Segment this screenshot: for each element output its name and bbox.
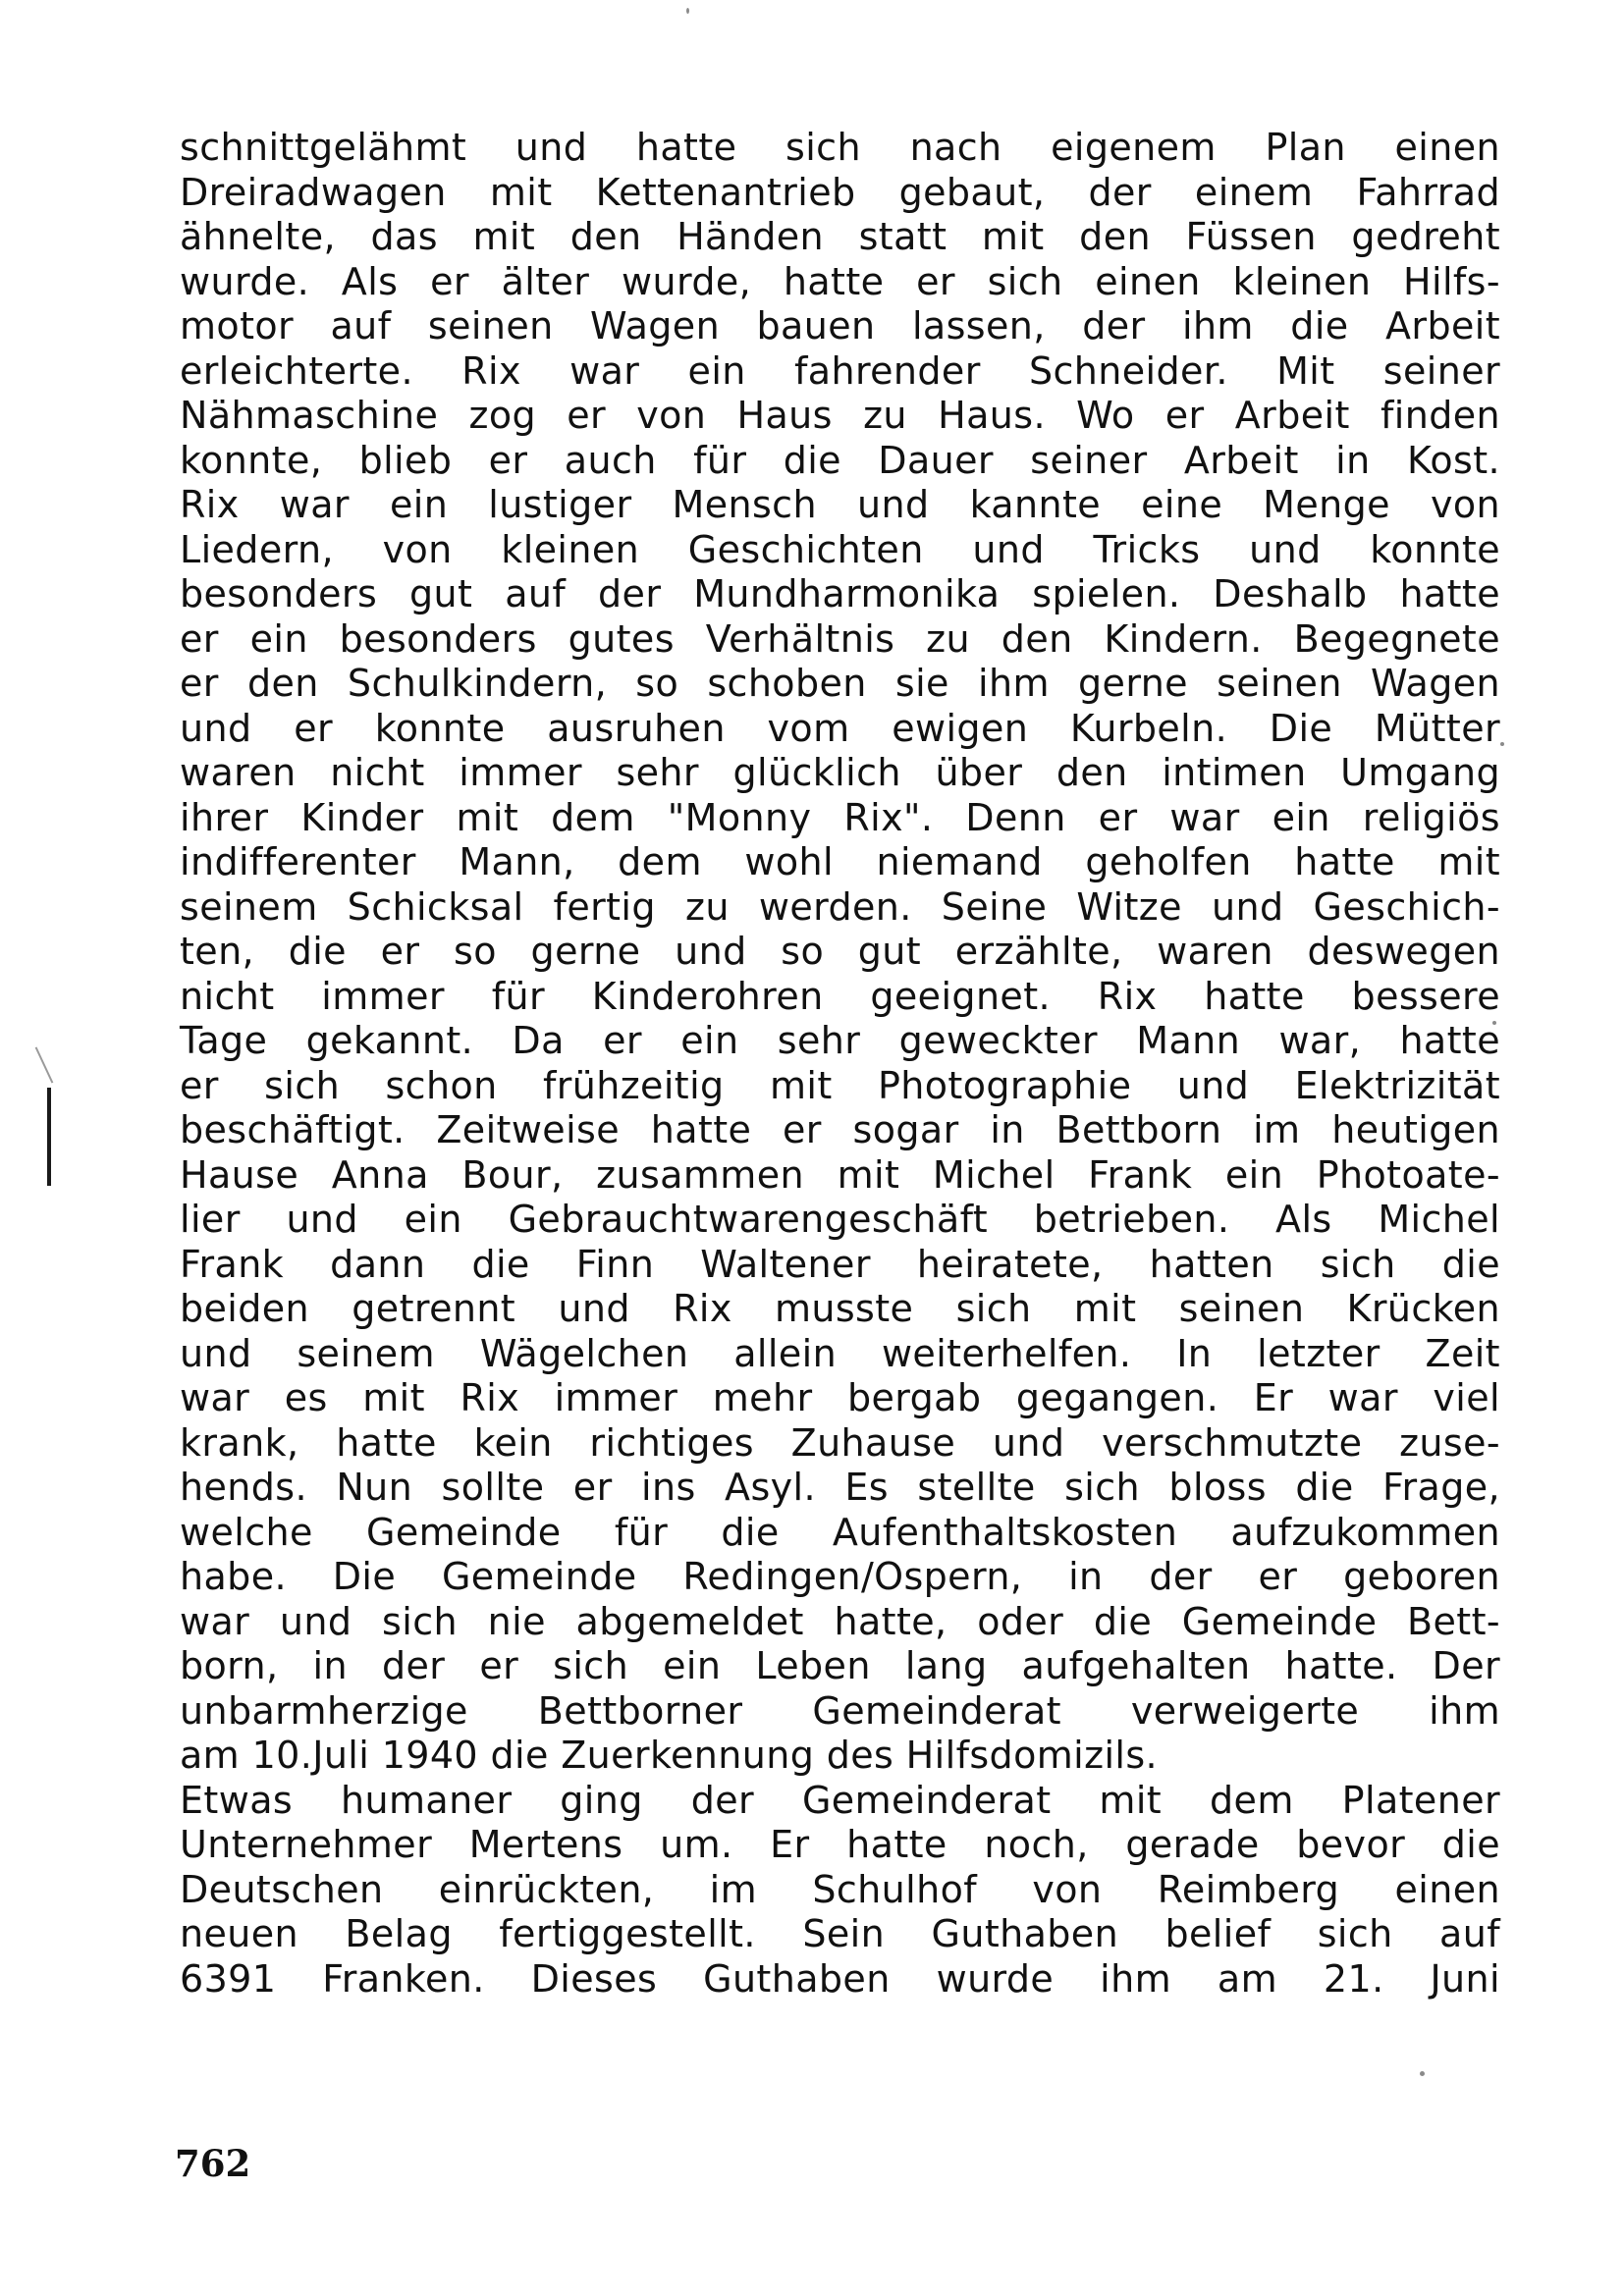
text-line: Liedern, von kleinen Geschichten und Tricks und konnte — [180, 527, 1500, 571]
text-line: unbarmherzige Bettborner Gemeinderat verweigerte ihm — [180, 1688, 1500, 1733]
text-line: indifferenter Mann, dem wohl niemand geholfen hatte mit — [180, 840, 1500, 883]
text-line: schnittgelähmt und hatte sich nach eigenem Plan einen — [180, 126, 1500, 169]
text-line: ihrer Kinder mit dem "Monny Rix". Denn er war ein religiös — [180, 795, 1500, 839]
text-line-paragraph-end: am 10.Juli 1940 die Zuerkennung des Hilfsdomizils. — [180, 1734, 1159, 1777]
text-line: erleichterte. Rix war ein fahrender Schneider. Mit seiner — [180, 348, 1500, 393]
text-line: welche Gemeinde für die Aufenthaltskosten aufzukommen — [180, 1510, 1500, 1554]
scan-speck — [686, 8, 689, 14]
text-line: motor auf seinen Wagen bauen lassen, der ihm die Arbeit — [180, 304, 1500, 347]
text-line: Frank dann die Finn Waltener heiratete, hatten sich die — [180, 1242, 1500, 1286]
text-line: beschäftigt. Zeitweise hatte er sogar in Bettborn im heutigen — [180, 1108, 1500, 1151]
text-line: Unternehmer Mertens um. Er hatte noch, gerade bevor die — [180, 1823, 1500, 1866]
text-line: Rix war ein lustiger Mensch und kannte eine Menge von — [180, 483, 1500, 526]
scan-margin-mark-faint — [35, 1046, 54, 1083]
text-line: er den Schulkindern, so schoben sie ihm gerne seinen Wagen — [180, 662, 1500, 705]
text-line: Hause Anna Bour, zusammen mit Michel Frank ein Photoate- — [180, 1152, 1500, 1197]
text-line: krank, hatte kein richtiges Zuhause und verschmutzte zuse- — [180, 1420, 1500, 1465]
scan-speck — [1500, 742, 1504, 746]
text-line: ten, die er so gerne und so gut erzählte, waren deswegen — [180, 930, 1500, 973]
text-line: Deutschen einrückten, im Schulhof von Reimberg einen — [180, 1867, 1500, 1911]
text-line: Dreiradwagen mit Kettenantrieb gebaut, der einem Fahrrad — [180, 170, 1500, 214]
text-line: waren nicht immer sehr glücklich über den intimen Umgang — [180, 751, 1500, 794]
text-line: war und sich nie abgemeldet hatte, oder die Gemeinde Bett- — [180, 1599, 1500, 1643]
text-line: Tage gekannt. Da er ein sehr geweckter Mann war, hatte — [180, 1019, 1500, 1062]
text-line: er sich schon frühzeitig mit Photographie und Elektrizität — [180, 1063, 1500, 1107]
text-line: konnte, blieb er auch für die Dauer seiner Arbeit in Kost. — [180, 438, 1500, 482]
scan-margin-mark — [47, 1088, 51, 1186]
text-line: ähnelte, das mit den Händen statt mit den Füssen gedreht — [180, 215, 1500, 258]
body-text — [180, 126, 1500, 2002]
text-line: seinem Schicksal fertig zu werden. Seine Witze und Geschich- — [180, 884, 1500, 929]
text-line: nicht immer für Kinderohren geeignet. Rix hatte bessere — [180, 974, 1500, 1018]
text-line: neuen Belag fertiggestellt. Sein Guthaben belief sich auf — [180, 1912, 1500, 1955]
scan-speck — [1420, 2071, 1425, 2076]
text-line: born, in der er sich ein Leben lang aufgehalten hatte. Der — [180, 1644, 1500, 1687]
text-line: beiden getrennt und Rix musste sich mit seinen Krücken — [180, 1287, 1500, 1330]
text-line: habe. Die Gemeinde Redingen/Ospern, in der er geboren — [180, 1555, 1500, 1598]
text-line: Nähmaschine zog er von Haus zu Haus. Wo er Arbeit finden — [180, 394, 1500, 437]
text-line: hends. Nun sollte er ins Asyl. Es stellte sich bloss die Frage, — [180, 1466, 1500, 1509]
page-number: 762 — [175, 2142, 251, 2185]
text-line: er ein besonders gutes Verhältnis zu den Kindern. Begegnete — [180, 616, 1500, 661]
text-line: und er konnte ausruhen vom ewigen Kurbeln. Die Mütter — [180, 706, 1500, 750]
text-line: wurde. Als er älter wurde, hatte er sich einen kleinen Hilfs- — [180, 259, 1500, 303]
text-line: und seinem Wägelchen allein weiterhelfen. In letzter Zeit — [180, 1331, 1500, 1375]
text-line: besonders gut auf der Mundharmonika spielen. Deshalb hatte — [180, 572, 1500, 615]
text-line: Etwas humaner ging der Gemeinderat mit dem Platener — [180, 1778, 1500, 1822]
text-line: 6391 Franken. Dieses Guthaben wurde ihm am 21. Juni — [180, 1956, 1500, 2001]
text-line: war es mit Rix immer mehr bergab gegangen. Er war viel — [180, 1376, 1500, 1419]
text-line: lier und ein Gebrauchtwarengeschäft betrieben. Als Michel — [180, 1198, 1500, 1241]
